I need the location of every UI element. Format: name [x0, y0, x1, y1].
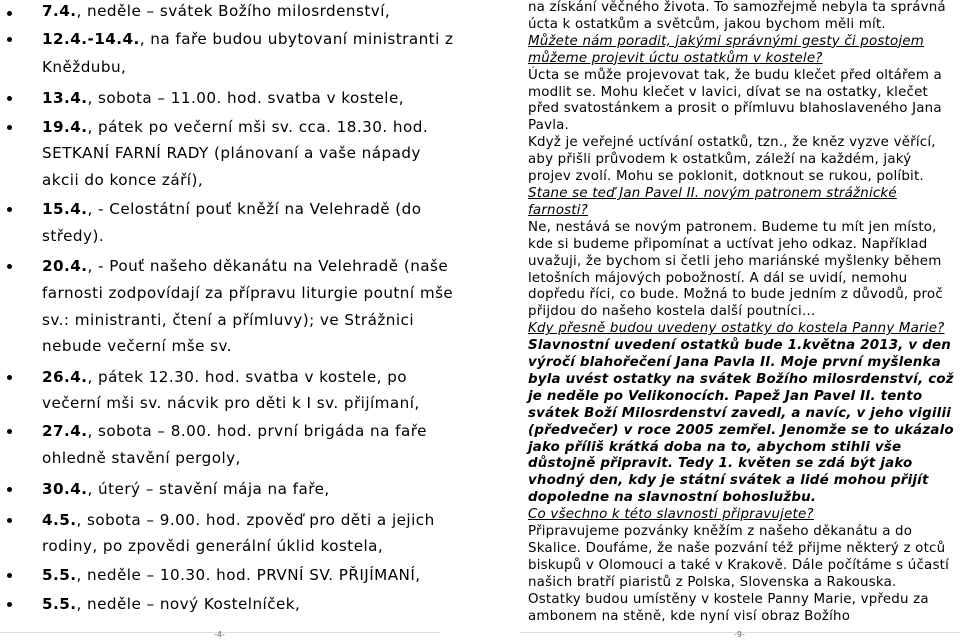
item-date: 19.4. — [42, 117, 88, 136]
list-item — [0, 507, 455, 560]
list-item — [0, 562, 455, 589]
paragraph: Ne, nestává se novým patronem. Budeme tu mít jen místo, kde si budeme připomínat a uctívat jeho odkaz. Například uvažuji, že bychom si četli jeho mariánské myšlenky během letošních májových pobožností. A dál se uvidí, nemohu dopředu říci, co bude. Možná to bude jedním z důvodů, proč přijdou do našeho kostela další poutníci… — [528, 219, 943, 320]
paragraph: Připravujeme pozvánky kněžím z našeho děkanátu a do Skalice. Doufáme, že naše pozvání též přijme některý z otců biskupů v Olomouci a také v Krakově. Dále počítáme s účastí našich bratří piaristů z Polska, Slovenska a Rakouska. — [528, 524, 950, 590]
item-date: 5.5. — [42, 594, 77, 613]
right-column — [528, 0, 956, 624]
paragraph: na získání věčného života. To samozřejmě nebyla ta správná úcta k ostatkům a světcům, jakou bychom měli mít. — [528, 0, 946, 32]
item-date: 26.4. — [42, 368, 88, 387]
item-text: , na faře budou ubytovaní ministranti z Kněždubu, — [42, 30, 454, 76]
item-text: , - Pouť našeho děkanátu na Velehradě (naše farnosti zodpovídají za přípravu liturgie poutní mše sv.: ministranti, čtení a přímluvy); ve Strážnici nebude večerní mše sv. — [42, 257, 454, 356]
item-date: 27.4. — [42, 422, 88, 441]
list-item — [0, 591, 455, 618]
item-date: 20.4. — [42, 257, 88, 276]
item-text: , sobota – 11.00. hod. svatba v kostele, — [87, 89, 405, 107]
item-date: 15.4. — [42, 199, 88, 218]
paragraph-emphasis: Slavnostní uvedení ostatků bude 1.května 2013, v den výročí blahořečení Jana Pavla II. Moje první myšlenka byla uvést ostatky na svátek Božího milosrdenství, což je neděle po Velikonocích. Papež Jan Pavel II. tento svátek Boží Milosrdenství zavedl, a navíc, v jeho vigilii (předvečer) v roce 2005 zemřel. Jenomže se to ukázalo jako příliš krátká doba na to, abychom stihli vše důstojně připravit. Tedy 1. květen se zdá být jako vhodný den, kdy je státní svátek a lidé mohou přijít dopoledne na slavnostní bohoslužbu. — [528, 338, 954, 506]
page-number-right: -9- — [734, 630, 745, 639]
left-column — [0, 0, 455, 613]
list-item — [0, 196, 455, 249]
paragraph: Ostatky budou umístěny v kostele Panny Marie, vpředu za ambonem na stěně, kde nyní visí obraz Božího — [528, 591, 929, 624]
item-date: 7.4. — [42, 2, 77, 20]
list-item — [0, 476, 455, 503]
list-item — [0, 26, 455, 81]
item-date: 30.4. — [42, 479, 88, 498]
paragraph: Úcta se může projevovat tak, že budu klečet před oltářem a modlit se. Mohu klečet v lavici, dívat se na ostatky, klečet před svatostánkem a prosit o přímluvu blahoslaveného Jana Pavla. — [528, 67, 942, 134]
list-item — [0, 253, 455, 360]
interview-question: Můžete nám poradit, jakými správnými gesty či postojem můžeme projevit úctu ostatkům v kostele? — [528, 33, 925, 66]
list-item — [0, 418, 455, 471]
list-item — [0, 85, 455, 112]
item-text: , neděle – nový Kostelníček, — [76, 594, 301, 613]
interview-question: Kdy přesně budou uvedeny ostatky do kostela Panny Marie? — [528, 321, 945, 337]
item-date: 5.5. — [42, 565, 77, 584]
item-text: , úterý – stavění mája na faře, — [87, 479, 330, 498]
schedule-list — [0, 0, 455, 617]
item-text: , sobota – 8.00. hod. první brigáda na faře ohledně stavění pergoly, — [42, 422, 427, 468]
item-date: 4.5. — [42, 510, 77, 529]
item-text: , neděle – svátek Božího milosrdenství, — [76, 2, 391, 20]
interview-question: Stane se teď Jan Pavel II. novým patronem strážnické farnosti? — [528, 185, 897, 218]
item-text: , - Celostátní pouť kněží na Velehradě (do středy). — [42, 199, 422, 245]
item-text: , neděle – 10.30. hod. PRVNÍ SV. PŘIJÍMANÍ, — [76, 565, 421, 584]
list-item — [0, 364, 455, 416]
paragraph: Když je veřejné uctívání ostatků, tzn., že kněz vyzve věřící, aby přišli průvodem k ostatkům, záleží na každém, jaký projev zvolí. Mohu se poklonit, dotknout se rukou, políbit. — [528, 135, 936, 185]
item-text: , pátek 12.30. hod. svatba v kostele, po večerní mši sv. nácvik pro děti k I sv. přijímaní, — [42, 368, 420, 413]
list-item — [0, 0, 455, 22]
page-number-left: -4- — [214, 630, 225, 639]
interview-question: Co všechno k této slavnosti připravujete? — [528, 507, 814, 523]
list-item — [0, 114, 455, 194]
item-text: , sobota – 9.00. hod. zpověď pro děti a jejich rodiny, po zpovědi generální úklid kostela, — [42, 510, 435, 556]
item-date: 12.4.-14.4. — [42, 30, 140, 48]
item-text: , pátek po večerní mši sv. cca. 18.30. hod. SETKANÍ FARNÍ RADY (plánovaní a vaše nápady akcii do konce září), — [42, 117, 429, 190]
item-date: 13.4. — [42, 89, 88, 107]
